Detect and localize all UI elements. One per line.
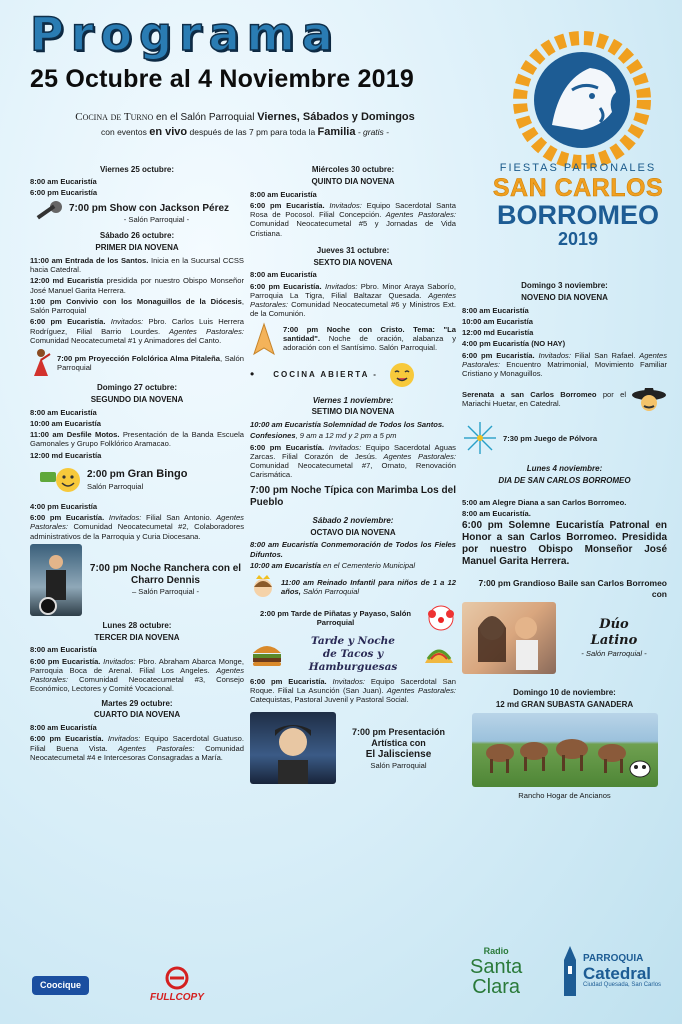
- noche-cristo-event: 7:00 pm Noche con Cristo. Tema: "La santidad". Noche de oración, alabanza y adoración con el Santísimo. Salón Parroquial.: [250, 322, 456, 356]
- reinado-event: 11:00 am Reinado Infantil para niños de 1 a 12 años, Salón Parroquial: [250, 573, 456, 601]
- tacos-event: Tarde y Noche de Tacos y Hamburguesas: [250, 635, 456, 673]
- jalisciense-event: 7:00 pm Presentación Artística con El Jalisciense Salón Parroquial: [250, 712, 456, 784]
- microphone-icon: [30, 200, 64, 226]
- taco-icon: [422, 639, 456, 669]
- day-header: Viernes 25 octubre:: [99, 165, 175, 174]
- novena-header: NOVENO DIA NOVENA: [521, 292, 608, 302]
- fullcopy-logo: FULLCOPY: [150, 966, 204, 1004]
- cocina-notice: Cocina de Turno en el Salón Parroquial Viernes, Sábados y Domingos con eventos en vivo después de las 7 pm para toda la Familia - gratis -: [75, 111, 415, 138]
- singer-icon: [250, 712, 336, 784]
- day-header: Miércoles 30 octubre:: [311, 165, 395, 174]
- fiestas-patronales-logo: FIESTAS PATRONALES SAN CARLOS BORROMEO 2019: [492, 162, 664, 249]
- coocique-logo: Coocique: [32, 976, 89, 995]
- fullcopy-icon: [160, 966, 194, 990]
- day-header: Viernes 1 noviembre:: [312, 395, 394, 405]
- novena-header: DIA DE SAN CARLOS BORROMEO: [498, 476, 631, 485]
- duo-latino-photo: [462, 602, 556, 674]
- san-carlos-logo: [512, 30, 652, 170]
- duo-icon: [462, 602, 556, 674]
- dancer-icon: [30, 348, 52, 378]
- jalisciense-photo: [250, 712, 336, 784]
- radio-santa-clara-logo: Radio Santa Clara: [470, 946, 523, 998]
- duo-latino-event: Dúo Latino - Salón Parroquial -: [462, 602, 667, 674]
- novena-header: CUARTO DIA NOVENA: [93, 710, 181, 720]
- novena-header: TERCER DIA NOVENA: [94, 632, 180, 642]
- polvora-event: 7:30 pm Juego de Pólvora: [462, 420, 667, 456]
- date-range: 25 Octubre al 4 Noviembre 2019: [30, 65, 414, 93]
- novena-header: SEXTO DIA NOVENA: [313, 257, 393, 267]
- day-header: Lunes 4 noviembre:: [526, 464, 603, 474]
- cocina-abierta: • COCINA ABIERTA -: [250, 362, 456, 388]
- column-left: Viernes 25 octubre: 8:00 am Eucaristía 6:00 pm Eucaristía 7:00 pm Show con Jackson Pérez - Salón Parroquial - Sábado 26 octubre: PRIMER DIA NOVENA 11:00 am Entrada de los Santos. Inicia en la Sucursal CCSS hacia Catedral. 12:00 md Eucaristía presidida por nuestro Obispo Monseñor José Manuel Garita Herrera. 1:00 pm Convivio con los Monaguillos de la Diócesis, Salón Parroquial 6:00 pm Eucaristía. Invitados: Pbro. Carlos Luis Herrera Rodríguez, Filial Barrio Lourdes. Agentes Pastorales: Comunidad Neocatecumetal #1 y Animadores del Canto. 7:00 pm Proyección Folclórica Alma Pitaleña, Salón Parroquial Domingo 27 octubre: SEGUNDO DIA NOVENA 8:00 am Eucaristía 10:00 am Eucaristía 11:00 am Desfile Motos. Presentación de la Banda Escuela Gamonales y Grupo Folklórico Aramacao. 12:00 md Eucaristía 2:00 pm Gran Bingo Salón Parroquial 4:00 pm Eucaristía 6:00 pm Eucaristía. Invitados: Filial San Antonio. Agentes Pastorales: Comunidad Neocatecumetal #2, Colaboradores administrativos de la Parroquia y Curia Diocesana. 7:00 pm Noche Ranchera con el Charro Dennis – Salón Parroquial - Lunes 28 octubre: TERCER DIA NOVENA 8:00 am Eucaristía 6:00 pm Eucaristía. Invitados: Pbro. Abraham Abarca Monge, Parroquia Boca de Arenal. Filial Los Angeles. Agentes Pastorales: Comunidad Neocatecumetal #3, Consejo Económico, Lectores y Comité Vocacional. Martes 29 octubre: CUARTO DIA NOVENA 8:00 am Eucaristía 6:00 pm Eucaristía. Invitados: Equipo Sacerdotal Guatuso. Filial Buena Vista. Agentes Pastorales: Comunidad Neocatecumetal #4 e Intercesoras Consagradas a María.: [30, 165, 244, 762]
- burger-icon: [250, 639, 284, 669]
- yum-emoji-icon: [389, 362, 415, 388]
- novena-header: SETIMO DIA NOVENA: [311, 407, 395, 417]
- princess-icon: [250, 573, 276, 601]
- day-header: Lunes 28 octubre:: [102, 620, 172, 630]
- bingo-emoji-icon: [38, 466, 82, 494]
- ranchera-event: 7:00 pm Noche Ranchera con el Charro Dennis – Salón Parroquial -: [30, 544, 244, 616]
- day-header: Martes 29 octubre:: [101, 698, 173, 708]
- praying-hands-icon: [250, 322, 278, 356]
- day-header: Jueves 31 octubre:: [316, 245, 390, 255]
- column-middle: Miércoles 30 octubre: QUINTO DIA NOVENA 8:00 am Eucaristía 6:00 pm Eucaristía. Invitados: Equipo Sacerdotal Santa Rosa de Pocosol. Filial Concepción. Agentes Pastorales: Comunidad Neocatecumetal #5 y Jornadas de Vida Cristiana. Jueves 31 octubre: SEXTO DIA NOVENA 8:00 am Eucaristía 6:00 pm Eucaristía. Invitados: Pbro. Minor Araya Saborío, Parroquia La Tigra, Filial Baltazar Quesada. Agentes Pastorales: Comunidad Neocatecumetal #6 y Ministros Ext. de la Comunión. 7:00 pm Noche con Cristo. Tema: "La santidad". Noche de oración, alabanza y adoración con el Santísimo. Salón Parroquial. • COCINA ABIERTA - Viernes 1 noviembre: SETIMO DIA NOVENA 10:00 am Eucaristía Solemnidad de Todos los Santos. Confesiones, 9 am a 12 md y 2 pm a 5 pm 6:00 pm Eucaristía. Invitados: Equipo Sacerdotal Aguas Zarcas. Filial Corazón de Jesús. Agentes Pastorales: Comunidad Neocatecumetal #7, Ornato, Renovación Carismática. 7:00 pm Noche Típica con Marimba Los del Pueblo Sábado 2 noviembre: OCTAVO DIA NOVENA 8:00 am Eucaristía Conmemoración de Todos los Fieles Difuntos. 10:00 am Eucaristía en el Cementerio Municipal 11:00 am Reinado Infantil para niños de 1 a 12 años, Salón Parroquial 2:00 pm Tarde de Piñatas y Payaso, Salón Parroquial Tarde y Noche de Tacos y Hamburguesas 6:00 pm Eucaristía. Invitados: Equipo Sacerdotal San Roque. Filial La Asunción (San Juan). Agentes Pastorales: Catequistas, Pastoral Juvenil y Pastoral Social. 7:00 pm Presentación Artística con El Jalisciense Salón Parroquial: [250, 160, 456, 787]
- cathedral-icon: [560, 946, 580, 996]
- cattle-photo: [472, 713, 658, 787]
- cows-icon: [472, 713, 658, 787]
- folklore-event: 7:00 pm Proyección Folclórica Alma Pitaleña, Salón Parroquial: [30, 348, 244, 378]
- mariachi-icon: [631, 386, 667, 412]
- serenata-event: Serenata a san Carlos Borromeo por el Mariachi Huetar, en Catedral.: [462, 386, 667, 412]
- novena-header: PRIMER DIA NOVENA: [95, 243, 179, 252]
- pinatas-event: 2:00 pm Tarde de Piñatas y Payaso, Salón Parroquial: [250, 604, 456, 632]
- page-title: Programa: [30, 7, 340, 61]
- fireworks-icon: [462, 420, 498, 456]
- novena-header: OCTAVO DIA NOVENA: [310, 527, 396, 537]
- column-right: Domingo 3 noviembre: NOVENO DIA NOVENA 8:00 am Eucaristía 10:00 am Eucaristía 12:00 md Eucaristía 4:00 pm Eucaristía (NO HAY) 6:00 pm Eucaristía. Invitados: Filial San Rafael. Agentes Pastorales: Encuentro Matrimonial, Movimiento Familiar Cristiano y Monaguillos. Serenata a san Carlos Borromeo por el Mariachi Huetar, en Catedral. 7:30 pm Juego de Pólvora Lunes 4 noviembre: DIA DE SAN CARLOS BORROMEO 5:00 am Alegre Diana a san Carlos Borromeo. 8:00 am Eucaristía. 6:00 pm Solemne Eucaristía Patronal en Honor a san Carlos Borromeo. Presidida por nuestro Obispo Monseñor José Manuel Garita Herrera. 7:00 pm Grandioso Baile san Carlos Borromeo con Dúo Latino - Salón Parroquial - Domingo 10 de noviembre: 12 md GRAN SUBASTA GANADERA Rancho Hogar de Ancianos: [462, 281, 667, 801]
- charro-photo: [30, 544, 82, 616]
- day-header: Sábado 2 noviembre:: [312, 515, 394, 525]
- day-header: Domingo 3 noviembre:: [521, 281, 608, 290]
- day-header: Sábado 26 octubre:: [99, 231, 175, 241]
- novena-header: SEGUNDO DIA NOVENA: [90, 394, 184, 404]
- charro-icon: [30, 544, 82, 616]
- novena-header: QUINTO DIA NOVENA: [311, 176, 395, 186]
- bingo-event: 2:00 pm Gran Bingo Salón Parroquial: [38, 466, 244, 494]
- show-event: 7:00 pm Show con Jackson Pérez - Salón Parroquial -: [30, 200, 244, 226]
- parroquia-catedral-logo: PARROQUIA Catedral Ciudad Quesada, San Carlos: [560, 946, 661, 996]
- day-header: Domingo 27 octubre:: [96, 383, 177, 392]
- day-header: Domingo 10 de noviembre:: [513, 687, 616, 697]
- clown-icon: [426, 604, 456, 632]
